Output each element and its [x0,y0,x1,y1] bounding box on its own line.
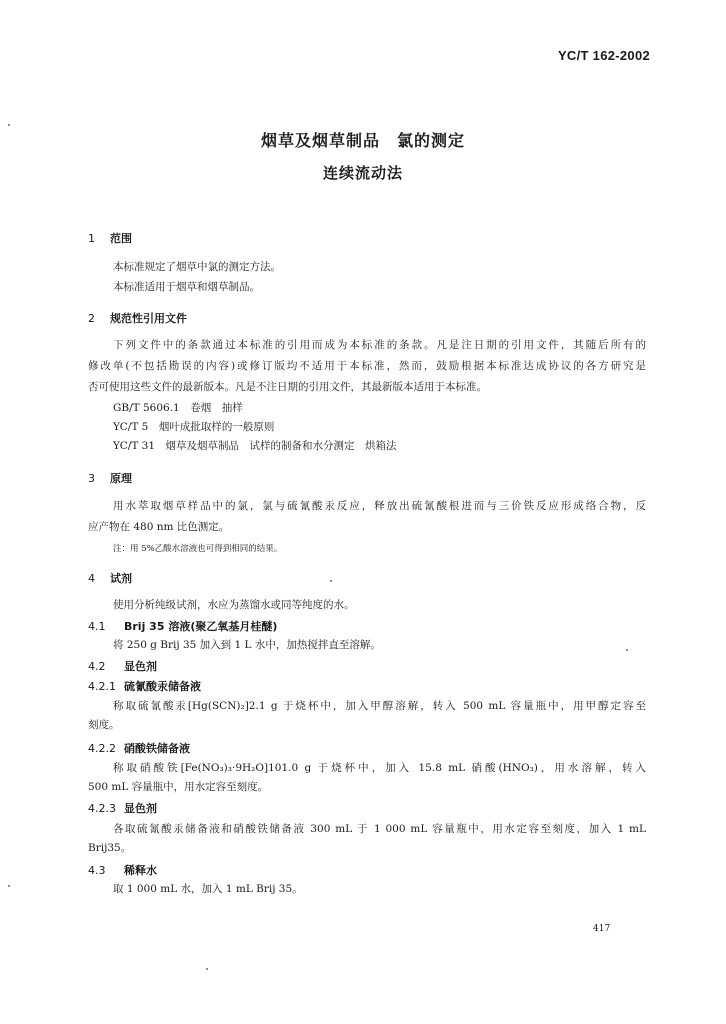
reference-item: YC/T 31 烟草及烟草制品 试样的制备和水分测定 烘箱法 [113,440,397,452]
paragraph: 本标准规定了烟草中氯的测定方法。 [113,261,281,273]
paragraph: 将 250 g Brij 35 加入到 1 L 水中，加热搅拌直至溶解。 [113,639,381,651]
document-subtitle: 连续流动法 [322,164,403,182]
subsection-title: 稀释水 [124,864,157,877]
reference-item: YC/T 5 烟叶成批取样的一般原则 [113,421,275,433]
subsection-number: 4.2 [88,660,106,673]
subsection-4-3-heading [88,862,157,878]
section-number: 3 [88,472,95,485]
section-4-heading [88,570,132,586]
scan-speck [8,124,10,126]
paragraph-line: 各取硫氰酸汞储备液和硝酸铁储备液 300 mL 于 1 000 mL 容量瓶中，用水定容至刻度，加入 1 mL [113,823,646,835]
scan-speck [206,968,208,970]
subsection-title: Brij 35 溶液(聚乙氧基月桂醚) [124,620,278,633]
section-title: 试剂 [110,572,132,585]
section-1-heading [88,230,132,246]
paragraph: 本标准适用于烟草和烟草制品。 [113,281,260,293]
subsection-4-2-3-heading [88,800,157,816]
section-title: 规范性引用文件 [110,312,187,325]
paragraph-line: 修改单(不包括勘误的内容)或修订版均不适用于本标准，然而，鼓励根据本标准达成协议的各方研究是 [88,360,646,372]
subsection-number: 4.2.1 [88,680,116,693]
subsection-4-2-1-heading [88,678,201,694]
scan-speck [8,885,10,887]
paragraph-line: 应产物在 480 nm 比色测定。 [88,521,230,533]
subsection-title: 显色剂 [124,802,157,815]
section-number: 2 [88,312,95,325]
subsection-4-2-heading [88,658,157,674]
paragraph-line: 称取硫氰酸汞[Hg(SCN)₂]2.1 g 于烧杯中，加入甲醇溶解，转入 500 mL 容量瓶中，用甲醇定容至 [113,700,646,712]
paragraph-line: 500 mL 容量瓶中，用水定容至刻度。 [88,781,269,793]
section-2-heading [88,310,187,326]
section-title: 原理 [110,472,132,485]
paragraph: 取 1 000 mL 水，加入 1 mL Brij 35。 [113,883,303,895]
paragraph-line: 称取硝酸铁[Fe(NO₃)₃·9H₂O]101.0 g 于烧杯中，加入 15.8 mL 硝酸(HNO₃)，用水溶解，转入 [113,762,646,774]
subsection-number: 4.2.3 [88,802,116,815]
section-number: 4 [88,572,95,585]
paragraph-line: Brij35。 [88,842,132,854]
subsection-title: 显色剂 [124,660,157,673]
subsection-number: 4.3 [88,864,106,877]
subsection-number: 4.1 [88,620,106,633]
paragraph-line: 否可使用这些文件的最新版本。凡是不注日期的引用文件，其最新版本适用于本标准。 [88,381,487,393]
paragraph-line: 下列文件中的条款通过本标准的引用而成为本标准的条款。凡是注日期的引用文件，其随后所有的 [113,339,646,351]
scan-speck [626,649,628,651]
page-number: 417 [593,924,611,934]
scan-speck [330,580,332,582]
section-number: 1 [88,232,95,245]
standard-code: YC/T 162-2002 [557,48,650,63]
section-title: 范围 [110,232,132,245]
subsection-4-1-heading [88,618,277,634]
subsection-title: 硫氰酸汞储备液 [124,680,201,693]
paragraph-line: 刻度。 [88,719,120,731]
note: 注：用 5%乙酸水溶液也可得到相同的结果。 [113,544,283,554]
reference-item: GB/T 5606.1 卷烟 抽样 [113,402,243,414]
paragraph-line: 用水萃取烟草样品中的氯，氯与硫氰酸汞反应，释放出硫氰酸根进而与三价铁反应形成络合物，反 [113,500,646,512]
subsection-4-2-2-heading [88,740,190,756]
document-title: 烟草及烟草制品 氯的测定 [260,131,465,150]
section-3-heading [88,470,132,486]
subsection-title: 硝酸铁储备液 [124,742,190,755]
subsection-number: 4.2.2 [88,742,116,755]
paragraph: 使用分析纯级试剂，水应为蒸馏水或同等纯度的水。 [113,599,355,611]
